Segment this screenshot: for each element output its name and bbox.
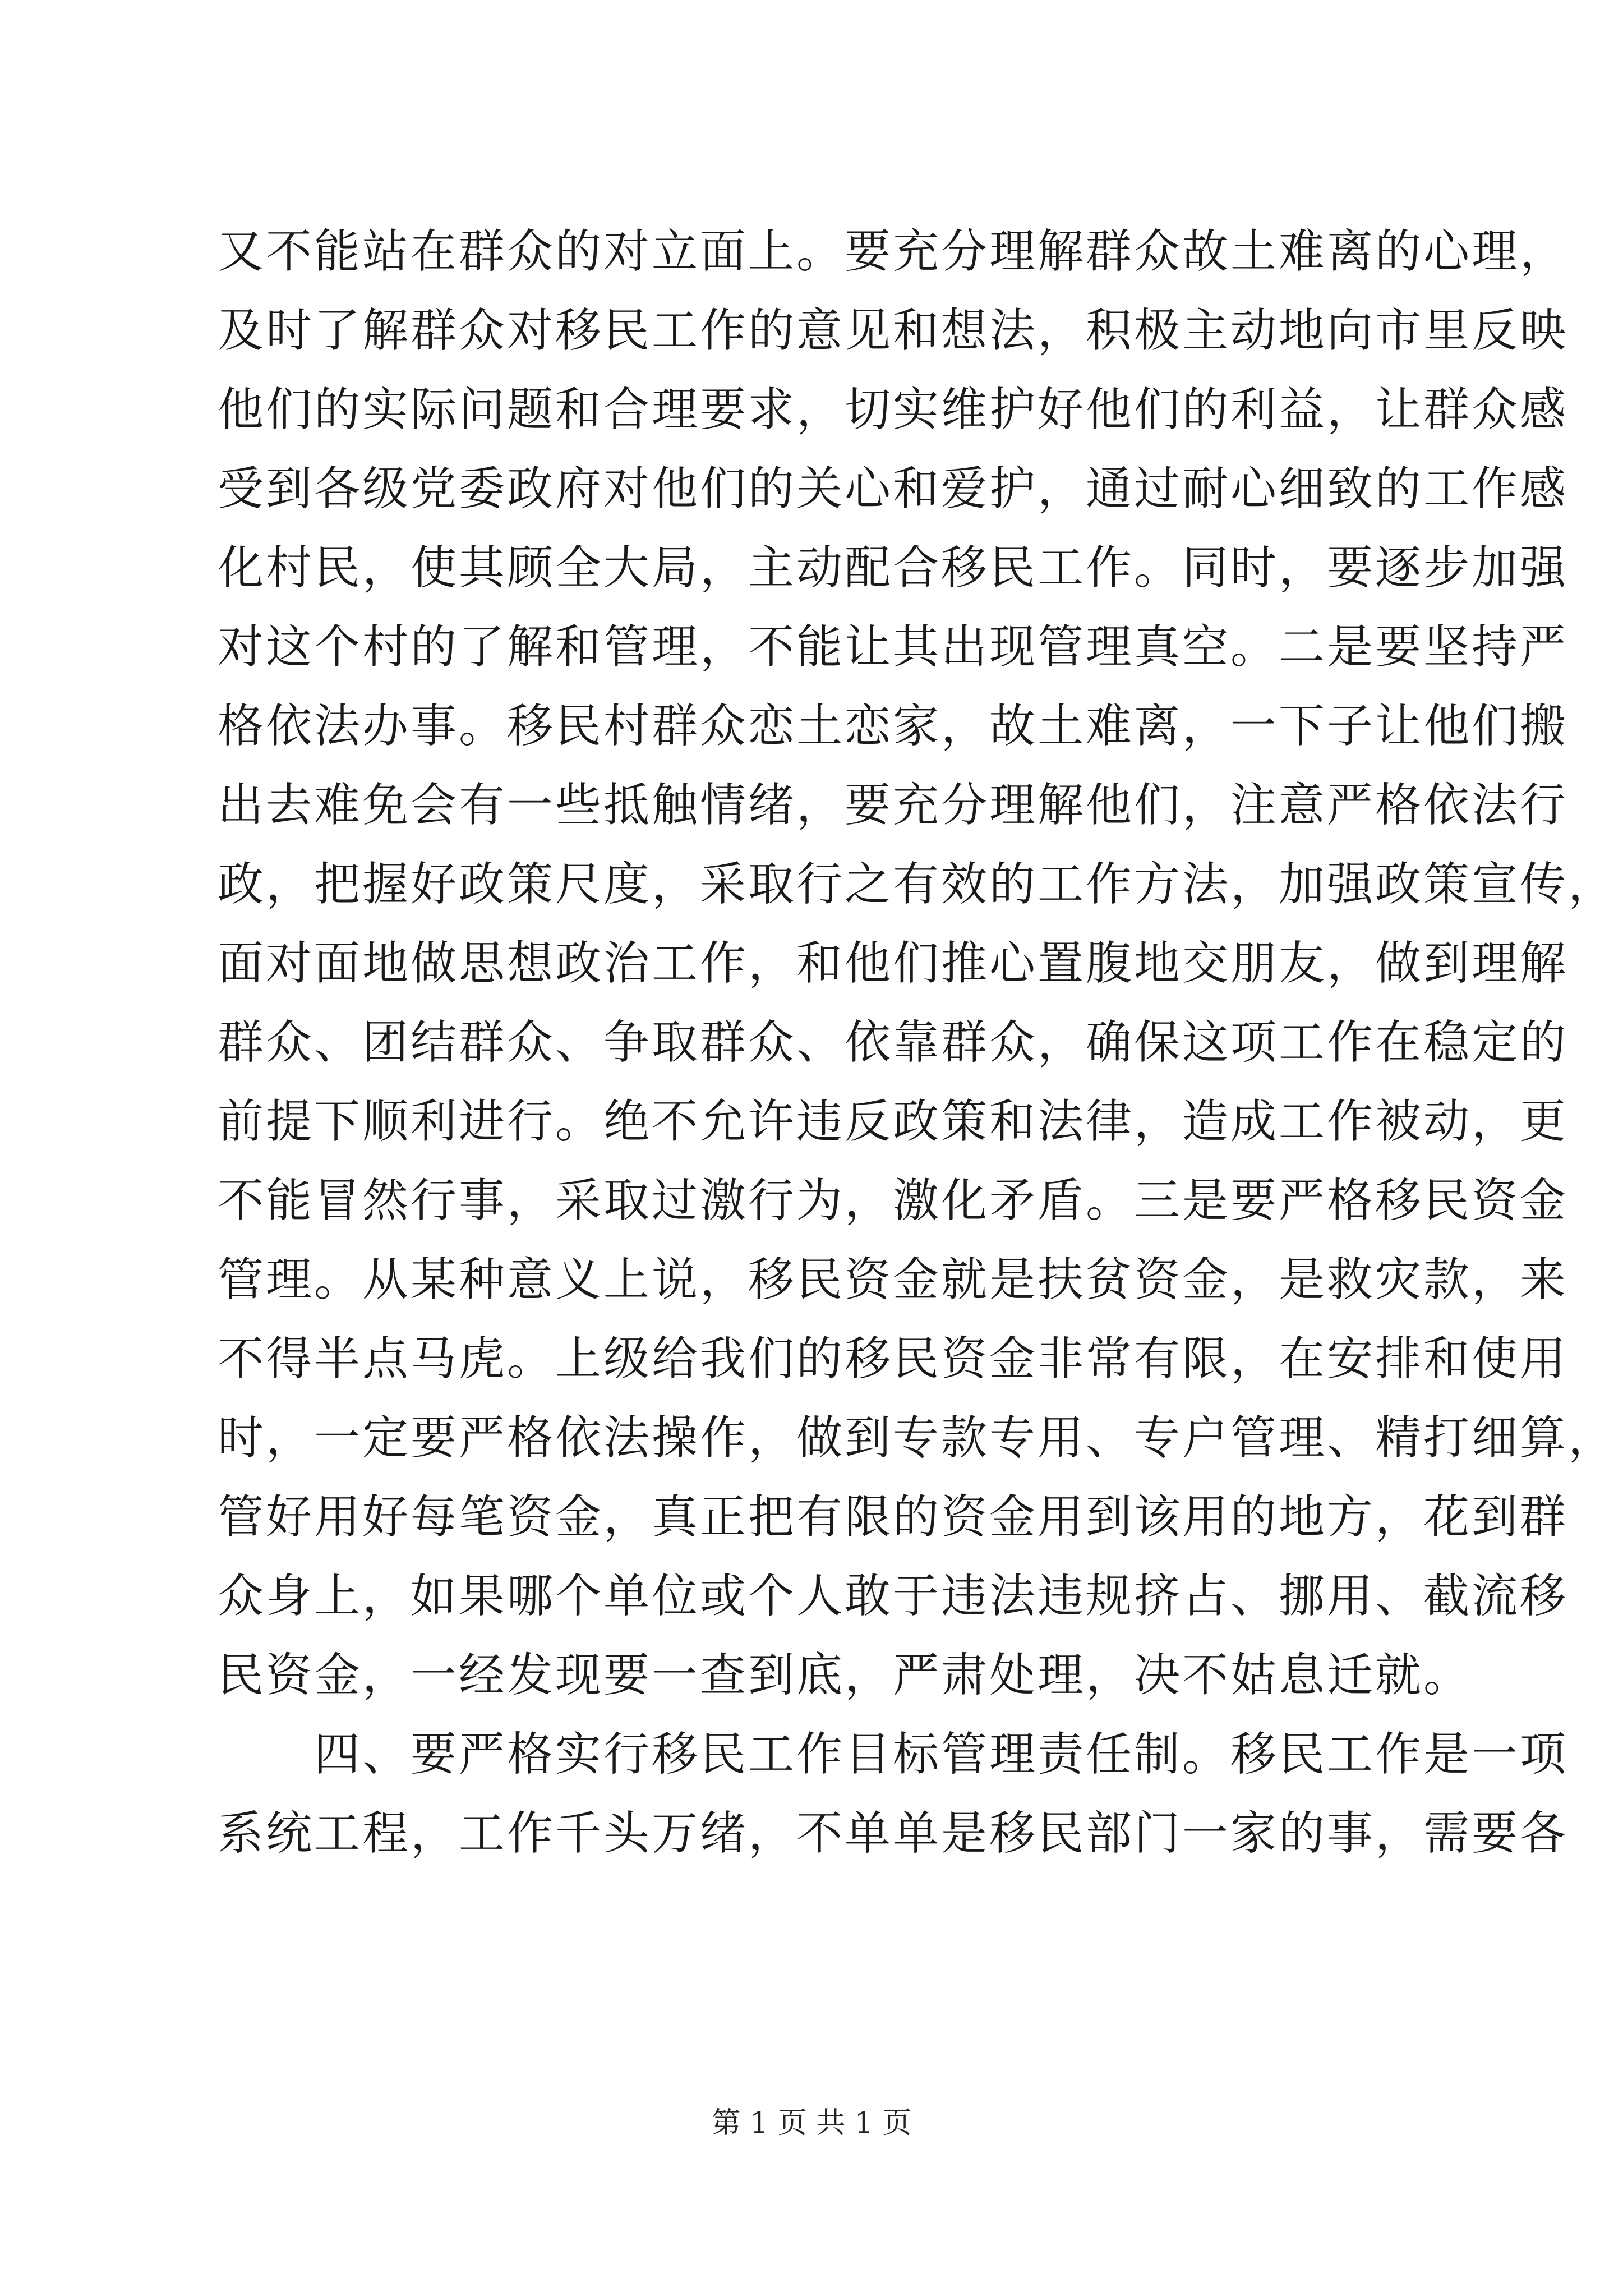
text-line: 及时了解群众对移民工作的意见和想法，积极主动地向市里反映	[218, 304, 1569, 357]
text-line: 出去难免会有一些抵触情绪，要充分理解他们，注意严格依法行	[218, 779, 1569, 832]
text-line: 他们的实际问题和合理要求，切实维护好他们的利益，让群众感	[218, 383, 1569, 436]
text-line: 格依法办事。移民村群众恋土恋家，故土难离，一下子让他们搬	[218, 700, 1569, 753]
text-line: 民资金，一经发现要一查到底，严肃处理，决不姑息迁就。	[218, 1649, 1472, 1702]
text-line: 对这个村的了解和管理，不能让其出现管理真空。二是要坚持严	[218, 620, 1569, 674]
text-line: 管好用好每笔资金，真正把有限的资金用到该用的地方，花到群	[218, 1490, 1569, 1544]
text-line: 前提下顺利进行。绝不允许违反政策和法律，造成工作被动，更	[218, 1095, 1569, 1148]
text-line: 管理。从某种意义上说，移民资金就是扶贫资金，是救灾款，来	[218, 1253, 1569, 1306]
text-line: 众身上，如果哪个单位或个人敢于违法违规挤占、挪用、截流移	[218, 1570, 1569, 1623]
paragraph-start-line: 四、要严格实行移民工作目标管理责任制。移民工作是一项	[314, 1728, 1569, 1781]
text-line: 化村民，使其顾全大局，主动配合移民工作。同时，要逐步加强	[218, 541, 1569, 595]
text-line: 不得半点马虎。上级给我们的移民资金非常有限，在安排和使用	[218, 1332, 1569, 1386]
text-line: 政，把握好政策尺度，采取行之有效的工作方法，加强政策宣传，	[218, 858, 1617, 911]
text-line: 不能冒然行事，采取过激行为，激化矛盾。三是要严格移民资金	[218, 1174, 1569, 1227]
page-number-footer: 第 1 页 共 1 页	[711, 2106, 912, 2140]
text-line: 受到各级党委政府对他们的关心和爱护，通过耐心细致的工作感	[218, 462, 1569, 516]
text-line: 时，一定要严格依法操作，做到专款专用、专户管理、精打细算，	[218, 1411, 1617, 1465]
body-text	[218, 212, 1617, 1873]
text-line: 又不能站在群众的对立面上。要充分理解群众故土难离的心理，	[218, 225, 1569, 278]
text-line: 群众、团结群众、争取群众、依靠群众，确保这项工作在稳定的	[218, 1016, 1569, 1069]
text-line: 面对面地做思想政治工作，和他们推心置腹地交朋友，做到理解	[218, 937, 1569, 990]
text-line: 系统工程，工作千头万绪，不单单是移民部门一家的事，需要各	[218, 1807, 1569, 1860]
